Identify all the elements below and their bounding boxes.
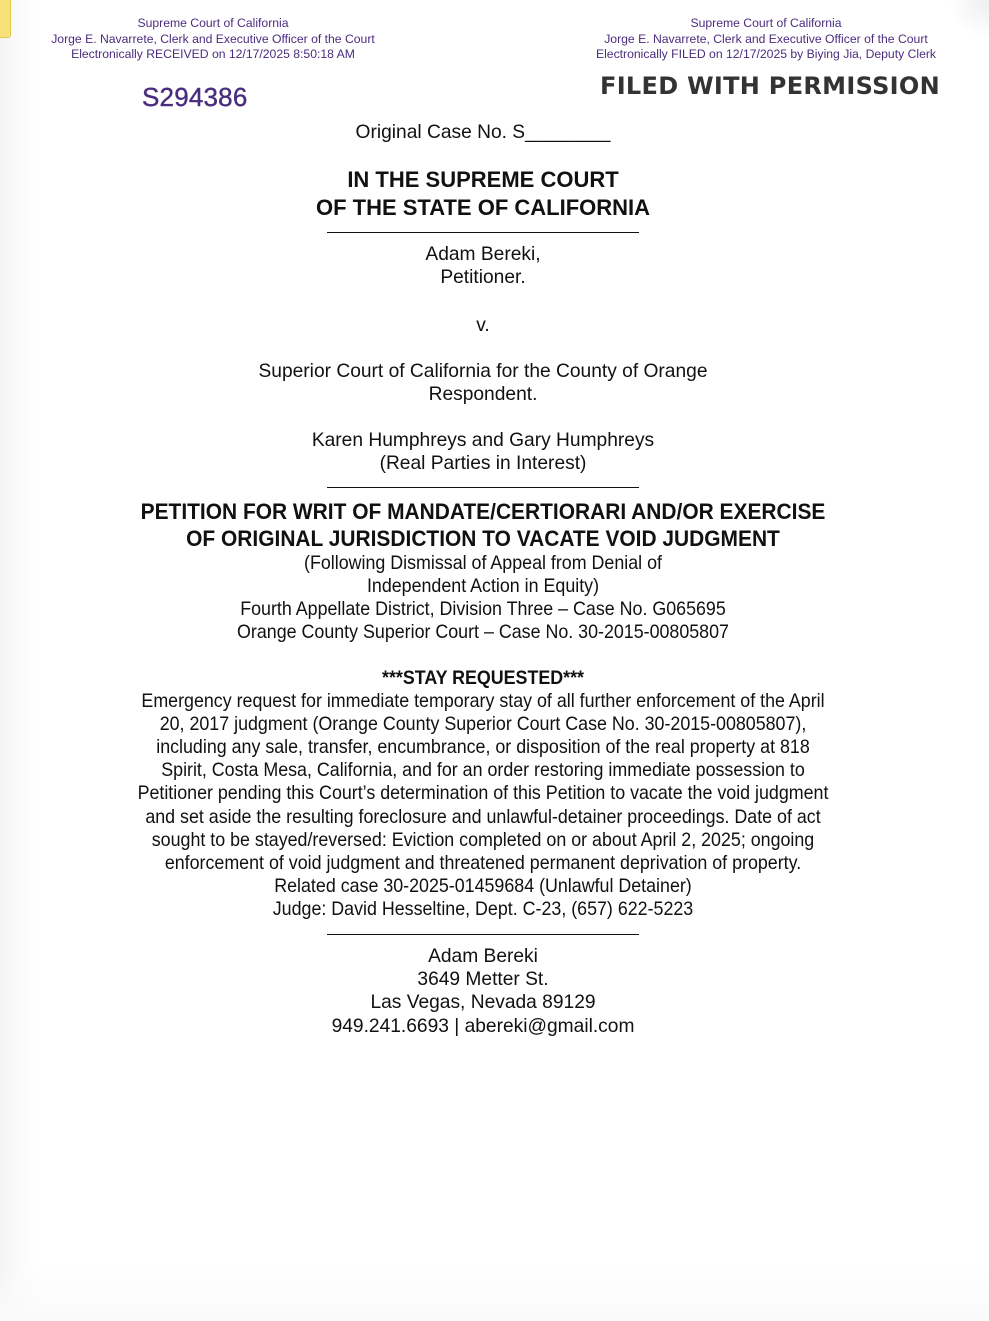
stay-text-line: and set aside the resulting foreclosure and unlawful-detainer proceedings. Date of act (145, 805, 821, 828)
filed-stamp-court: Supreme Court of California (690, 16, 842, 30)
contact-city-state-zip: Las Vegas, Nevada 89129 (370, 992, 596, 1014)
petition-subtitle (39, 552, 928, 644)
petitioner-role: Petitioner. (440, 267, 526, 289)
stay-text-line: 20, 2017 judgment (Orange County Superior Court Case No. 30-2015-00805807), (159, 713, 807, 736)
court-heading-line1: IN THE SUPREME COURT (347, 167, 619, 192)
stay-text-line: Emergency request for immediate temporary stay of all further enforcement of the April (141, 690, 825, 713)
contact-phone-email: 949.241.6693 | abereki@gmail.com (331, 1015, 635, 1037)
divider-line (327, 232, 639, 233)
received-stamp (36, 16, 390, 63)
stay-text-line: including any sale, transfer, encumbrance, or disposition of the real property at 818 (156, 736, 810, 759)
real-parties-names: Karen Humphreys and Gary Humphreys (311, 430, 655, 451)
petition-subtitle-line: (Following Dismissal of Appeal from Denial of (304, 552, 662, 574)
court-heading (0, 166, 966, 221)
court-heading-line2: OF THE STATE OF CALIFORNIA (315, 194, 651, 220)
contact-name: Adam Bereki (428, 946, 538, 967)
petition-title-line2: OF ORIGINAL JURISDICTION TO VACATE VOID JUDGMENT (186, 526, 780, 551)
received-stamp-datetime: Electronically RECEIVED on 12/17/2025 8:50:18 AM (71, 47, 355, 61)
contact-block (0, 945, 966, 1038)
petitioner-block (0, 243, 966, 289)
respondent-name: Superior Court of California for the County of Orange (258, 361, 708, 382)
received-stamp-clerk: Jorge E. Navarrete, Clerk and Executive Officer of the Court (51, 31, 375, 46)
filed-stamp-clerk: Jorge E. Navarrete, Clerk and Executive Officer of the Court (604, 31, 928, 46)
sticky-note-tab[interactable] (0, 0, 11, 38)
versus: v. (476, 315, 490, 336)
received-stamp-court: Supreme Court of California (137, 16, 289, 30)
original-case-number: Original Case No. S________ (355, 122, 611, 143)
case-number-stamp: S294386 (142, 82, 248, 112)
stay-text-line: sought to be stayed/reversed: Eviction completed on or about April 2, 2025; ongoing (151, 828, 815, 851)
filed-with-permission-stamp: FILED WITH PERMISSION (600, 72, 940, 100)
page-bottom-shadow (0, 1261, 989, 1321)
stay-text-line: Petitioner pending this Court’s determination of this Petition to vacate the void judgment (137, 782, 829, 805)
divider-line (327, 934, 639, 935)
petitioner-name: Adam Bereki, (425, 244, 541, 265)
respondent-role: Respondent. (428, 384, 538, 406)
superior-court-case-line: Orange County Superior Court – Case No. 30-2015-00805807 (237, 621, 729, 644)
stay-text-line: Spirit, Costa Mesa, California, and for an order restoring immediate possession to (161, 759, 805, 782)
stay-request-block (39, 667, 928, 921)
judge-line: Judge: David Hesseltine, Dept. C-23, (657) 622-5223 (272, 897, 694, 920)
related-case-line: Related case 30-2025-01459684 (Unlawful Detainer) (274, 874, 692, 897)
page-corner-shadow (949, 0, 989, 40)
real-parties-block (0, 429, 966, 475)
filed-stamp (578, 16, 954, 63)
respondent-block (0, 360, 966, 406)
filed-stamp-datetime: Electronically FILED on 12/17/2025 by Biying Jia, Deputy Clerk (595, 47, 937, 61)
stay-requested-heading: ***STAY REQUESTED*** (382, 667, 584, 689)
petition-title (34, 498, 932, 552)
petition-title-line1: PETITION FOR WRIT OF MANDATE/CERTIORARI AND/OR EXERCISE (140, 499, 826, 524)
stay-text-line: enforcement of void judgment and threatened permanent deprivation of property. (164, 851, 802, 874)
divider-line (327, 487, 639, 488)
appellate-case-line: Fourth Appellate District, Division Three – Case No. G065695 (240, 598, 726, 621)
contact-street: 3649 Metter St. (417, 969, 549, 991)
petition-subtitle-line: Independent Action in Equity) (366, 575, 600, 598)
real-parties-role: (Real Parties in Interest) (379, 453, 587, 475)
